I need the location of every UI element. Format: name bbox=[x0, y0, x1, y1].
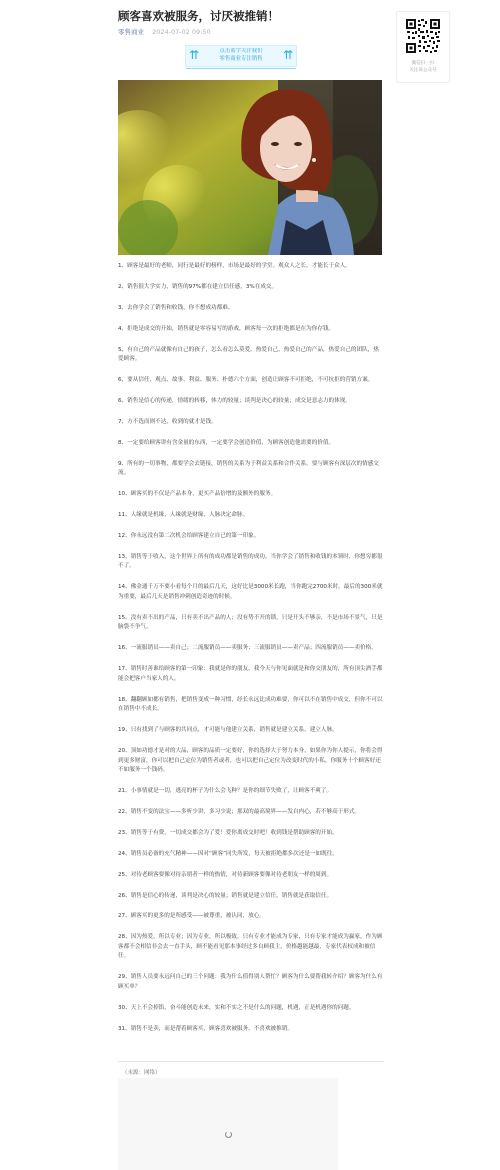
banner-line-1: 点击蓝字关注我们 bbox=[219, 48, 263, 54]
article-paragraph: 29、销售人员要永远问自己的三个问题：我为什么值得别人帮忙？顾客为什么要帮我转介绍？顾客为什么有顾买单？ bbox=[118, 974, 383, 990]
qr-caption bbox=[397, 60, 449, 74]
banner-divider bbox=[186, 68, 296, 69]
article-paragraph: 20、顶如功德才是对的大品，顾客的品质一定要好，你的选择大于努力本身，如果你为你人提示，你将会得到更多财富，你可以把自己定位为销售者或者，也可以把自己定位为改变时代的小私，你服务十个顾客好还不如服务一个钱码。 bbox=[118, 747, 383, 774]
article-paragraph: 1、顾客是最好的老师，同行是最好的榜样，市场是最好的学堂。观众人之长，才能长于众人。 bbox=[118, 263, 351, 269]
article-paragraph: 31、销售不是卖，而是帮着顾客买，顾客喜欢被服务，不喜欢被推销。 bbox=[118, 1025, 293, 1032]
article-paragraph: 3、去你学会了销售和收钱，你不想成功都难。 bbox=[118, 304, 234, 311]
article-paragraph: 24、销售员必备的充气精神——因对“顾客”同失所发，每天被拒绝都多次还是一如既往。 bbox=[118, 850, 338, 857]
up-arrow-icon: ⇈ bbox=[282, 48, 293, 62]
account-name-link[interactable]: 零售商业 bbox=[118, 28, 144, 36]
article-paragraph: 5、有自己的产品就像有自己的孩子，怎么看怎么莫爱。热爱自己，热爱自己的产品，热爱自己的团队，热爱顾客。 bbox=[118, 346, 379, 363]
follow-banner[interactable] bbox=[185, 45, 297, 67]
related-content-box[interactable] bbox=[118, 1070, 338, 1170]
banner-line-2: 零售商业专注销售 bbox=[219, 55, 263, 62]
article-paragraph: 8、一定要给顾客讲有含金量的东西，一定要学会创造价值，为顾客创造他需要的价值。 bbox=[118, 439, 335, 446]
article-meta bbox=[118, 27, 211, 36]
article-paragraph: 14、佛金通千万不要小看每个月的最后几天，这好比是3000米长跑，当你跑完2700米时，最后的300米就为重要，最后几天是销售冲刺创造奇迹的时候。 bbox=[118, 584, 383, 600]
publish-time: 2024-07-02 09:50 bbox=[152, 28, 211, 36]
article-title: 顾客喜欢被服务，讨厌被推销！ bbox=[118, 9, 279, 23]
article-paragraph: 13、销售等于收入，这个世界上所有的成功都是销售的成功，当你学会了销售和收钱的本领时，你想穷都很不了。 bbox=[118, 553, 383, 570]
woman-portrait-image bbox=[118, 80, 382, 255]
qr-caption-line-2: 关注该公众号 bbox=[409, 68, 437, 73]
qr-code-card[interactable] bbox=[396, 11, 450, 83]
article-paragraph: 23、销售等于有费，一切成交都会为了爱！爱你离成交时吧！收到钱是帮助顾客的开始。 bbox=[118, 829, 338, 836]
article-photo bbox=[118, 80, 382, 255]
article-paragraph: 22、销售不变的法宝——多听少讲，多习少说；那双的最高境界——发自内心，若不够高于形式。 bbox=[118, 808, 361, 815]
article-paragraph: 12、你永远没有第二次机会给顾客建立自己的第一印象。 bbox=[118, 532, 260, 539]
article-paragraph: 17、销售时善谁给顾客的第一印象：我就是你的朋友，我今天与你见面就是和你交朋友的，所有顶尖酒手都能会把客户当家人的人。 bbox=[118, 666, 383, 682]
article-paragraph: 30、天上不会掉馅，奋斗能创造未来，实和不实之不是什么的问题，机遇，正是机遇你的问题。 bbox=[118, 1004, 355, 1011]
article-paragraph: 10、顾客买的不仅是产品本身，更买产品倍增的及额外的服务。 bbox=[118, 491, 277, 498]
article-paragraph: 7、方不选而则不达，收到的就才是钱。 bbox=[118, 418, 217, 425]
follow-banner-text bbox=[202, 48, 280, 63]
article-body bbox=[118, 262, 384, 1046]
article-paragraph: 28、因为热爱，所以专业；因为专业，所以极致。只有专业才能成为专家，只有专家才能成为赢家，作为顾客都不会相信非会去一直手头，顾不能看见那本事经过多自顾我主，价格越能越最，专家代表权成和被信任。 bbox=[118, 934, 383, 960]
article-paragraph: 27、顾客买的更多的是所感受——被尊重，被认同，放心。 bbox=[118, 913, 265, 920]
article-paragraph: 6、要从信任、观点、故事、利益、服务、朴德六个方面，创造让顾客不可拒绝，不可抗拒的营销方案。 bbox=[118, 377, 374, 384]
article-paragraph: 19、只有找到了与顾客的共同点，才可能与他建立关系，销售就是建立关系，建立人脉。 bbox=[118, 727, 338, 734]
article-paragraph: 4、拒绝是成交的开始，销售就是零容易写的游戏，顾客每一次的拒绝都是在为你存钱。 bbox=[118, 325, 335, 332]
loading-spinner-icon bbox=[225, 1131, 232, 1138]
footer-divider bbox=[118, 1061, 384, 1062]
article-paragraph: 18、翻翻顾如都有销售，把销售变成一种习惯，经长永远比成功难要，你可以不在销售中成交，但你不可以在销售中不成长。 bbox=[118, 696, 383, 713]
article-paragraph: 9、所有的一切事物，都要学会去链接，销售的关系为于利益关系和合作关系，要与顾客有深层次的情感交流。 bbox=[118, 460, 379, 477]
article-paragraph: 25、对待老顾客要像对待亲朋者一样的热情，对待新顾客要像对待老朋友一样的周到。 bbox=[118, 871, 333, 878]
article-paragraph: 16、一流服销员——卖自己；二流服销员——卖服务；三流服销员——卖产品；四流服销员——卖价格。 bbox=[118, 645, 377, 652]
article-paragraph: 2、销售很大学实力，销售的97%都在建立信任感，3%在成交。 bbox=[118, 283, 278, 290]
article-paragraph: 11、人缘就是机缘，人缘就是财缘，人脉决定命脉。 bbox=[118, 511, 249, 518]
article-paragraph: 6、销售是信心的传递，情绪的转移，体力的较量；谈判是决心的较量；成交是意志力的体现。 bbox=[118, 397, 351, 404]
article-paragraph: 26、销售是信心的传递，谈判是决心的较量；销售就是建立信任，销售就是获取信任。 bbox=[118, 892, 333, 899]
qr-caption-line-1: 微信扫一扫 bbox=[411, 61, 435, 66]
source-label: （未源：网络） bbox=[122, 1070, 161, 1076]
article-paragraph: 15、没有卖不出的产品，只有卖不出产品的人；没有势不开的锁，只是开头不够亲，不是市场不景气，只是脑袋不争气。 bbox=[118, 614, 383, 631]
up-arrow-icon: ⇈ bbox=[189, 48, 200, 62]
article-paragraph: 21、小事情就是一切，逃亮的杯子为什么会飞种？是你的细节失败了，让顾客不爽了。 bbox=[118, 788, 333, 795]
qr-code-icon bbox=[405, 18, 441, 54]
